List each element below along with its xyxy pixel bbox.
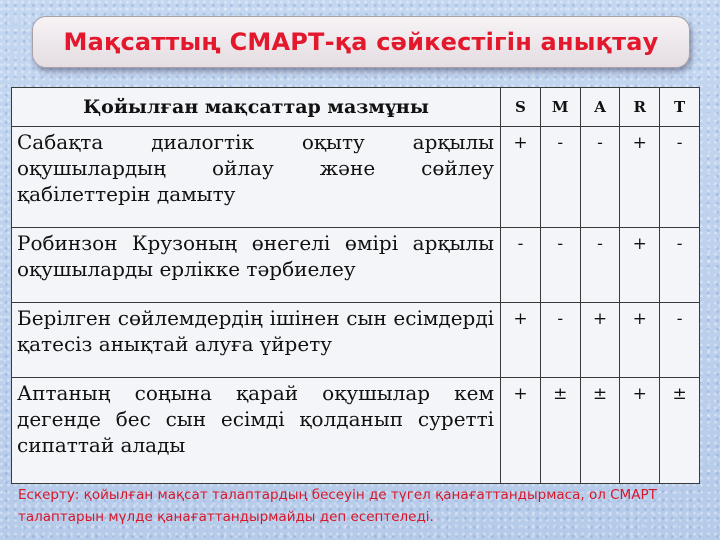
mark-a: - [580,127,620,228]
mark-r: + [620,378,660,484]
footnote: Ескерту: қойылған мақсат талаптардың бесеуін де түгел қанағаттандырмаса, ол СМАРТ талаптарын мүлде қанағаттандырмайды деп есептеледі. [18,487,657,525]
mark-m: ± [540,378,580,484]
page-title: Мақсаттың СМАРТ-қа сәйкестігін анықтау [63,28,659,56]
mark-t: - [660,127,700,228]
header-a: A [580,88,620,127]
header-s: S [501,88,541,127]
mark-s: + [501,127,541,228]
mark-s: - [501,228,541,303]
mark-t: - [660,228,700,303]
mark-r: + [620,127,660,228]
mark-s: + [501,378,541,484]
mark-r: + [620,303,660,378]
mark-a: + [580,303,620,378]
mark-t: ± [660,378,700,484]
goal-text: Берілген сөйлемдердің ішінен сын есімдерді қатесіз анықтай алуға үйрету [12,303,501,378]
mark-m: - [540,127,580,228]
mark-s: + [501,303,541,378]
mark-a: ± [580,378,620,484]
table-row [12,127,700,228]
header-r: R [620,88,660,127]
goal-text: Аптаның соңына қарай оқушылар кем дегенде бес сын есімді қолданып суретті сипаттай алады [12,378,501,484]
header-t: T [660,88,700,127]
title-banner [32,16,690,68]
table-row [12,303,700,378]
table-header-row [12,88,700,127]
table-row [12,228,700,303]
goal-text: Робинзон Крузоның өнегелі өмірі арқылы оқушыларды ерлікке тәрбиелеу [12,228,501,303]
header-m: M [540,88,580,127]
mark-a: - [580,228,620,303]
smart-table [11,87,700,484]
goal-text: Сабақта диалогтік оқыту арқылы оқушылардың ойлау және сөйлеу қабілеттерін дамыту [12,127,501,228]
mark-r: + [620,228,660,303]
header-content: Қойылған мақсаттар мазмұны [12,88,501,127]
mark-t: - [660,303,700,378]
mark-m: - [540,228,580,303]
table-row [12,378,700,484]
mark-m: - [540,303,580,378]
